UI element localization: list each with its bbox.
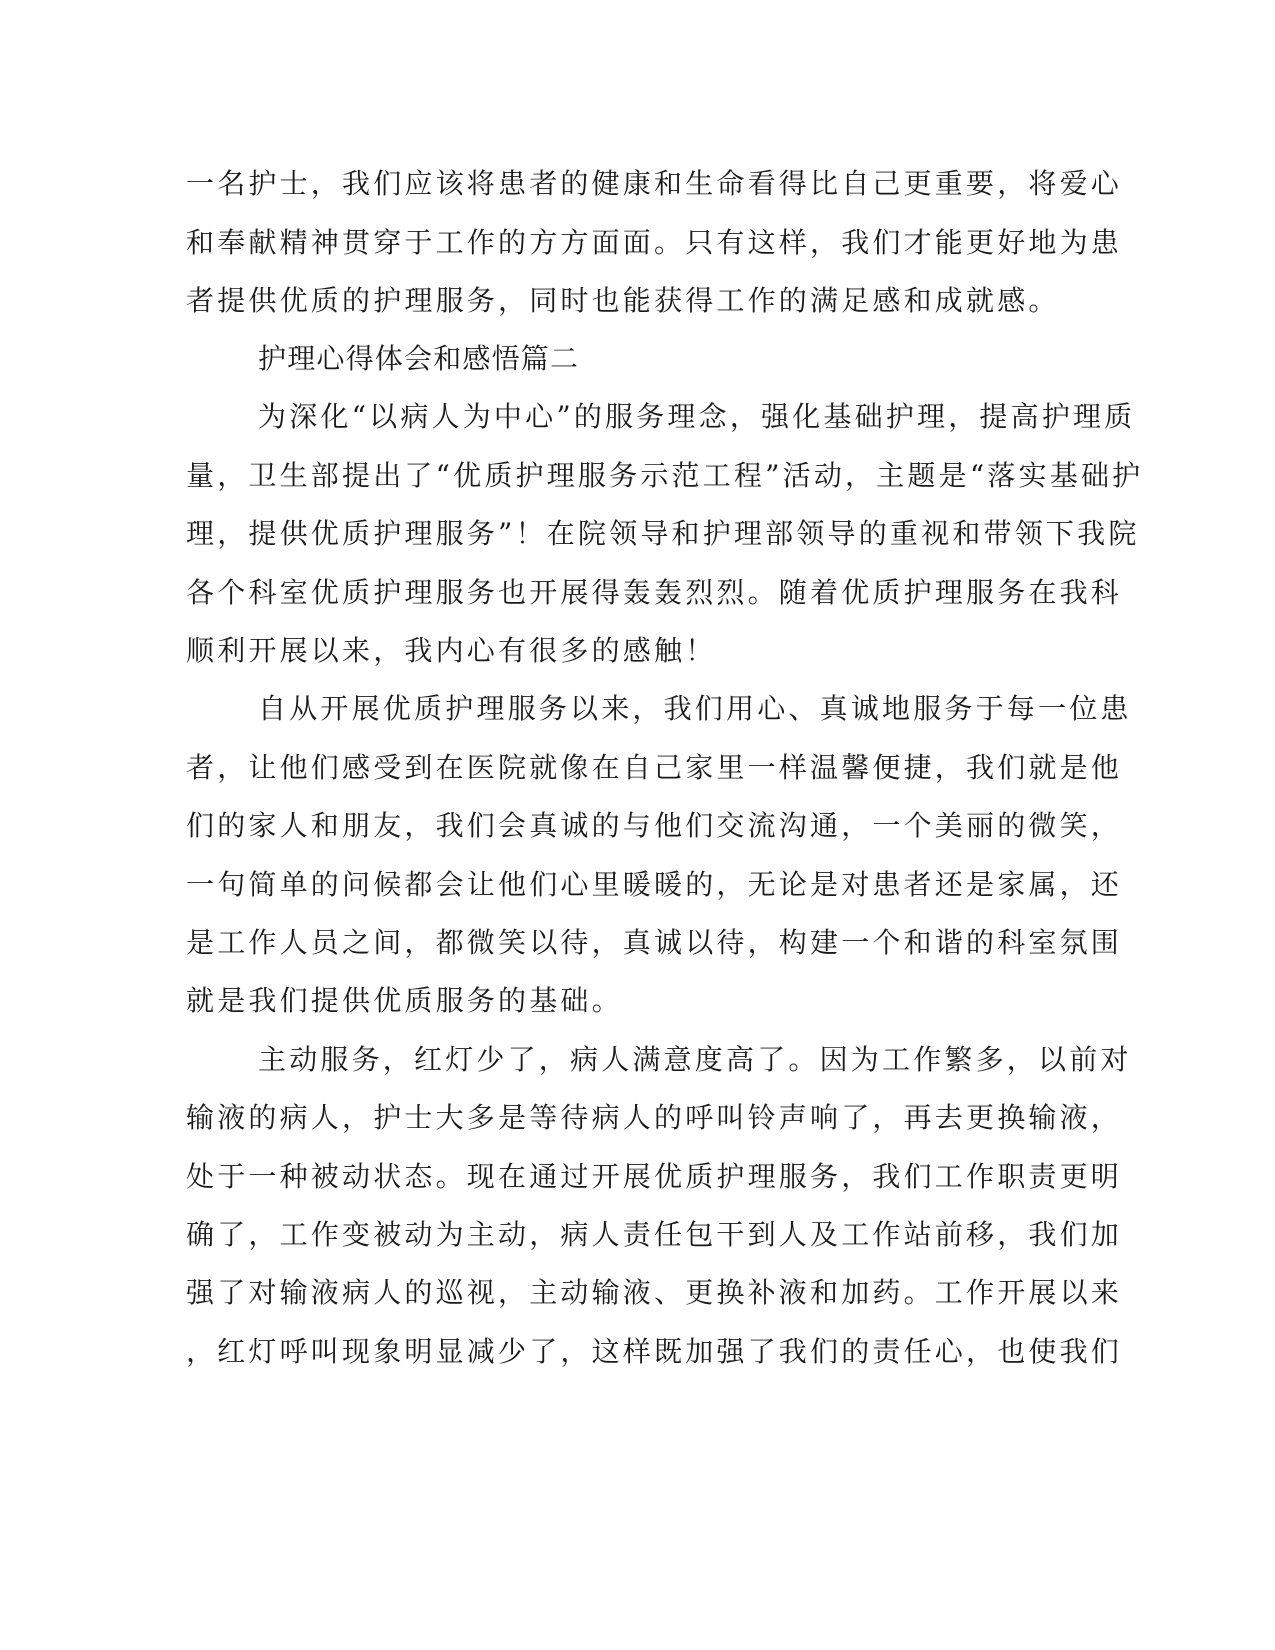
text-line: 量，卫生部提出了“优质护理服务示范工程”活动，主题是“落实基础护 [186, 459, 1144, 492]
text-line: 强了对输液病人的巡视，主动输液、更换补液和加药。工作开展以来 [186, 1276, 1123, 1309]
text-line: 一名护士，我们应该将患者的健康和生命看得比自己更重要，将爱心 [186, 167, 1123, 200]
text-line: 处于一种被动状态。现在通过开展优质护理服务，我们工作职责更明 [186, 1160, 1123, 1193]
text-line: 者提供优质的护理服务，同时也能获得工作的满足感和成就感。 [186, 284, 1060, 317]
text-line: 和奉献精神贯穿于工作的方方面面。只有这样，我们才能更好地为患 [186, 226, 1123, 259]
text-line: ，红灯呼叫现象明显减少了，这样既加强了我们的责任心，也使我们 [186, 1335, 1123, 1368]
text-line: 各个科室优质护理服务也开展得轰轰烈烈。随着优质护理服务在我科 [186, 576, 1123, 609]
text-line: 顺利开展以来，我内心有很多的感触！ [186, 634, 717, 667]
text-line: 是工作人员之间，都微笑以待，真诚以待，构建一个和谐的科室氛围 [186, 926, 1123, 959]
text-line: 理，提供优质护理服务”！在院领导和护理部领导的重视和带领下我院 [186, 517, 1140, 550]
text-line: 就是我们提供优质服务的基础。 [186, 984, 623, 1017]
text-line: 们的家人和朋友，我们会真诚的与他们交流沟通，一个美丽的微笑， [186, 809, 1123, 842]
text-line: 者，让他们感受到在医院就像在自己家里一样温馨便捷，我们就是他 [186, 751, 1123, 784]
text-line: 主动服务，红灯少了，病人满意度高了。因为工作繁多，以前对 [258, 1043, 1132, 1076]
text-line: 为深化“以病人为中心”的服务理念，强化基础护理，提高护理质 [258, 400, 1136, 433]
section-heading: 护理心得体会和感悟篇二 [258, 342, 580, 375]
text-line: 确了，工作变被动为主动，病人责任包干到人及工作站前移，我们加 [186, 1218, 1123, 1251]
text-line: 输液的病人，护士大多是等待病人的呼叫铃声响了，再去更换输液， [186, 1101, 1123, 1134]
text-line: 一句简单的问候都会让他们心里暖暖的，无论是对患者还是家属，还 [186, 868, 1123, 901]
text-line: 自从开展优质护理服务以来，我们用心、真诚地服务于每一位患 [258, 692, 1132, 725]
